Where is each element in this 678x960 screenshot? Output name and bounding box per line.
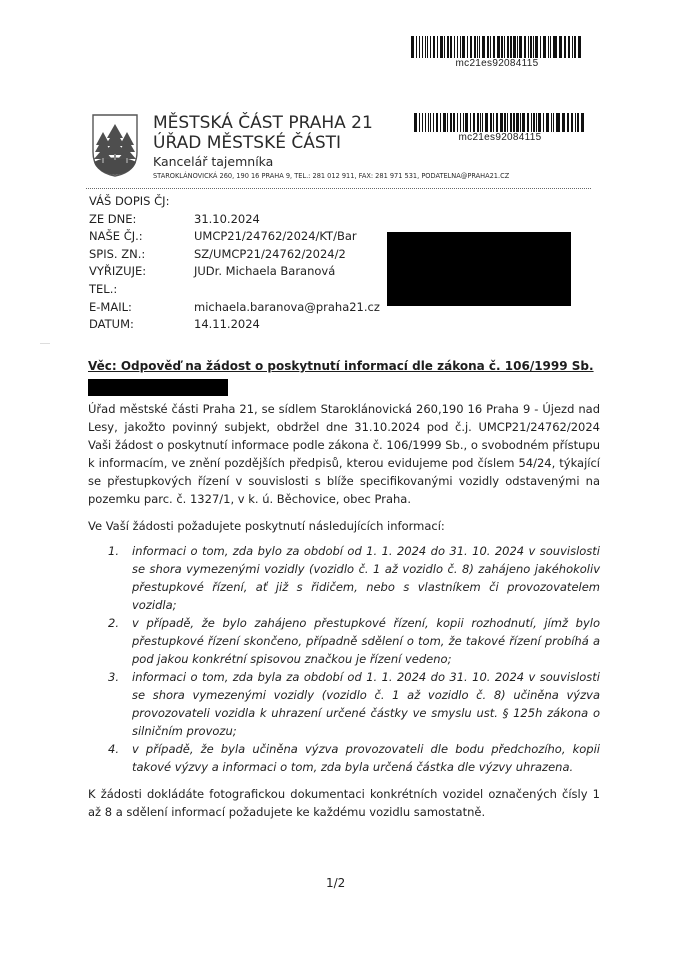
meta-row [89,316,379,334]
barcode-bar [562,113,565,132]
meta-value: michaela.baranova@praha21.cz [194,299,380,314]
barcode-bar [453,113,455,132]
barcode-bar [571,113,573,132]
barcode-bar [574,36,576,58]
barcode-bar [501,36,503,58]
list-item [88,740,600,776]
meta-label: VYŘIZUJE: [89,264,147,279]
meta-value: 31.10.2024 [194,211,260,226]
barcode-bar [473,113,475,132]
barcode-bar [550,36,551,58]
barcode-bar [513,36,516,58]
barcode-bar [447,36,449,58]
barcode-bar [538,113,541,132]
barcode-bar [546,113,549,132]
list-number: 1. [108,544,119,558]
barcode-bar [437,36,438,58]
top-barcode [411,36,583,69]
barcode-bar [465,113,468,132]
barcode-bar [520,113,521,132]
reference-block [89,193,379,334]
barcode-bar [447,113,448,132]
barcode-bar [528,36,529,58]
barcode-bar [422,36,423,58]
barcode-bar [568,36,570,58]
barcode-bars [411,36,583,58]
department: Kancelář tajemníka [153,154,274,169]
barcode-bar [430,113,431,132]
barcode-bar [460,113,461,132]
barcode-bar [477,36,478,58]
barcode-bar [425,36,426,58]
barcode-bar [516,113,519,132]
barcode-bar [522,113,525,132]
barcode-bar [480,113,481,132]
barcode-label: mc21es92084115 [455,58,539,69]
barcode-bar [425,113,426,132]
letter-body [88,357,600,821]
barcode-bar [581,113,584,132]
address-line: STAROKLÁNOVICKÁ 260, 190 16 PRAHA 9, TEL.: 281 012 911, FAX: 281 971 531, PODATELNA@PRAHA21.CZ [153,172,510,180]
barcode-bar [504,36,505,58]
office-name: ÚŘAD MĚSTSKÉ ČÁSTI [153,133,342,153]
barcode-bar [462,36,465,58]
barcode-bar [490,113,492,132]
barcode-bar [507,36,509,58]
barcode-bar [422,113,423,132]
barcode-bar [578,36,581,58]
barcode-bar [577,113,579,132]
barcode-bar [500,113,503,132]
barcode-bar [553,113,554,132]
barcode-bar [470,113,472,132]
barcode-bar [535,36,538,58]
barcode-bar [575,113,576,132]
barcode-bar [497,36,500,58]
meta-label: ZE DNE: [89,211,137,226]
barcode-bar [572,36,573,58]
meta-row [89,193,379,211]
meta-label: TEL.: [89,281,118,296]
coat-of-arms-logo [90,112,140,178]
barcode-bar [551,113,552,132]
list-text: v případě, že byla učiněna výzva provozovateli dle bodu předchozího, kopii takové výzvy a informaci o tom, zda byla určená částka dle výzvy uhrazena. [132,742,600,774]
meta-label: NAŠE ČJ.: [89,229,143,244]
barcode-bar [524,36,526,58]
subject-line: Věc: Odpověď na žádost o poskytnutí informací dle zákona č. 106/1999 Sb. [88,359,594,373]
header-barcode [414,113,586,143]
barcode-bar [493,113,494,132]
barcode-bar [490,36,491,58]
meta-label: SPIS. ZN.: [89,246,146,261]
body-paragraph: Ve Vaší žádosti požadujete poskytnutí následujících informací: [88,519,445,533]
barcode-bar [443,113,446,132]
body-paragraph: Úřad městské části Praha 21, se sídlem Staroklánovická 260,190 16 Praha 9 - Újezd nad Lesy, jakožto povinný subjekt, obdržel dne 31.10.2024 pod č.j. UMCP21/24762/2024 Vaši žádost o poskytnutí informace podle zákona č. 106/1999 Sb., o svobodném přístupu k informacím, ve znění pozdějších předpisů, kterou evidujeme pod číslem 54/24, týkající se přestupkových řízení v souvislosti s blíže specifikovanými vozidly odstavenými na pozemku parc. č. 1327/1, v k. ú. Běchovice, obec Praha. [88,402,600,506]
barcode-bar [485,113,488,132]
barcode-bar [454,36,455,58]
list-number: 2. [108,616,119,630]
barcode-bar [564,36,566,58]
barcode-bar [460,36,461,58]
barcode-bar [536,113,537,132]
barcode-bar [487,36,489,58]
meta-value: SZ/UMCP21/24762/2024/2 [194,246,346,261]
barcode-bar [527,113,529,132]
redacted-recipient-address [387,232,571,306]
barcode-bar [444,36,445,58]
barcode-bar [533,36,534,58]
scan-mark [40,343,50,344]
barcode-bar [440,36,443,58]
barcode-bar [517,36,518,58]
meta-row [89,299,379,317]
list-text: informaci o tom, zda bylo za období od 1. 1. 2024 do 31. 10. 2024 v souvislosti se shora vymezenými vozidly (vozidlo č. 1 až vozidlo č. 8) zahájeno jakéhokoliv přestupkové řízení, ať již s řidičem, nebo s vlastníkem či provozovatelem vozidla; [132,544,600,612]
barcode-bar [493,36,495,58]
barcode-bar [553,36,554,58]
barcode-bar [419,36,420,58]
barcode-bar [450,113,452,132]
barcode-bar [433,113,434,132]
barcode-bar [463,113,464,132]
meta-row [89,263,379,281]
meta-label: E-MAIL: [89,299,132,314]
barcode-bar [427,36,428,58]
barcode-bar [482,36,485,58]
barcode-bar [519,36,522,58]
barcode-bar [457,113,458,132]
barcode-bar [559,36,562,58]
barcode-bar [467,36,469,58]
barcode-bar [414,113,417,132]
header-divider [86,188,591,189]
list-item [88,668,600,740]
meta-row [89,211,379,229]
barcode-bar [430,36,431,58]
meta-label: VÁŠ DOPIS ČJ: [89,194,170,208]
meta-label: DATUM: [89,317,134,332]
barcode-bar [543,113,544,132]
request-list [88,542,600,776]
list-number: 3. [108,670,119,684]
barcode-bar [416,36,417,58]
barcode-bar [436,113,438,132]
barcode-bar [457,36,458,58]
barcode-bar [440,113,441,132]
barcode-bar [531,113,532,132]
barcode-bar [543,36,546,58]
barcode-bar [530,36,532,58]
page-number: 1/2 [326,876,346,890]
body-paragraph: K žádosti dokládáte fotografickou dokumentaci konkrétních vozidel označených čísly 1 až 8 a sdělení informací požadujete ke každému vozidlu samostatně. [88,787,600,819]
org-name: MĚSTSKÁ ČÁST PRAHA 21 [153,113,373,133]
list-number: 4. [108,742,119,756]
meta-row [89,228,379,246]
barcode-bar [433,36,435,58]
barcode-bar [510,113,512,132]
barcode-bar [419,113,420,132]
barcode-bar [540,36,541,58]
barcode-bar [548,36,549,58]
barcode-bar [567,113,569,132]
barcode-bar [510,36,512,58]
barcode-bar [411,36,414,58]
barcode-label: mc21es92084115 [458,132,542,143]
barcode-bar [482,113,483,132]
barcode-bars [414,113,586,132]
barcode-bar [428,113,429,132]
barcode-bar [513,113,515,132]
barcode-bar [557,113,560,132]
meta-value: JUDr. Michaela Baranová [194,264,336,279]
barcode-bar [554,36,557,58]
barcode-bar [479,36,480,58]
meta-row [89,281,379,299]
barcode-bar [474,36,476,58]
meta-row [89,246,379,264]
redacted-salutation [88,379,228,396]
barcode-bar [470,36,472,58]
list-item [88,542,600,614]
barcode-bar [496,113,498,132]
barcode-bar [450,36,452,58]
list-item [88,614,600,668]
barcode-bar [477,113,479,132]
meta-value: 14.11.2024 [194,317,260,332]
meta-value: UMCP21/24762/2024/KT/Bar [194,229,357,244]
barcode-bar [507,113,508,132]
tree-shield-icon [90,112,140,178]
barcode-bar [533,113,535,132]
barcode-bar [556,113,557,132]
list-text: informaci o tom, zda byla za období od 1. 1. 2024 do 31. 10. 2024 v souvislosti se shora vymezenými vozidly (vozidlo č. 1 až vozidlo č. 8) učiněna výzva provozovateli vozidla k uhrazení určené částky ve smyslu ust. § 125h zákona o silničním provozu; [132,670,600,738]
list-text: v případě, že bylo zahájeno přestupkové řízení, kopii rozhodnutí, jímž bylo přestupkové řízení skončeno, případně sdělení o tom, že takové řízení probíhá a pod jakou konkrétní spisovou značkou je řízení vedeno; [132,616,600,666]
barcode-bar [504,113,506,132]
